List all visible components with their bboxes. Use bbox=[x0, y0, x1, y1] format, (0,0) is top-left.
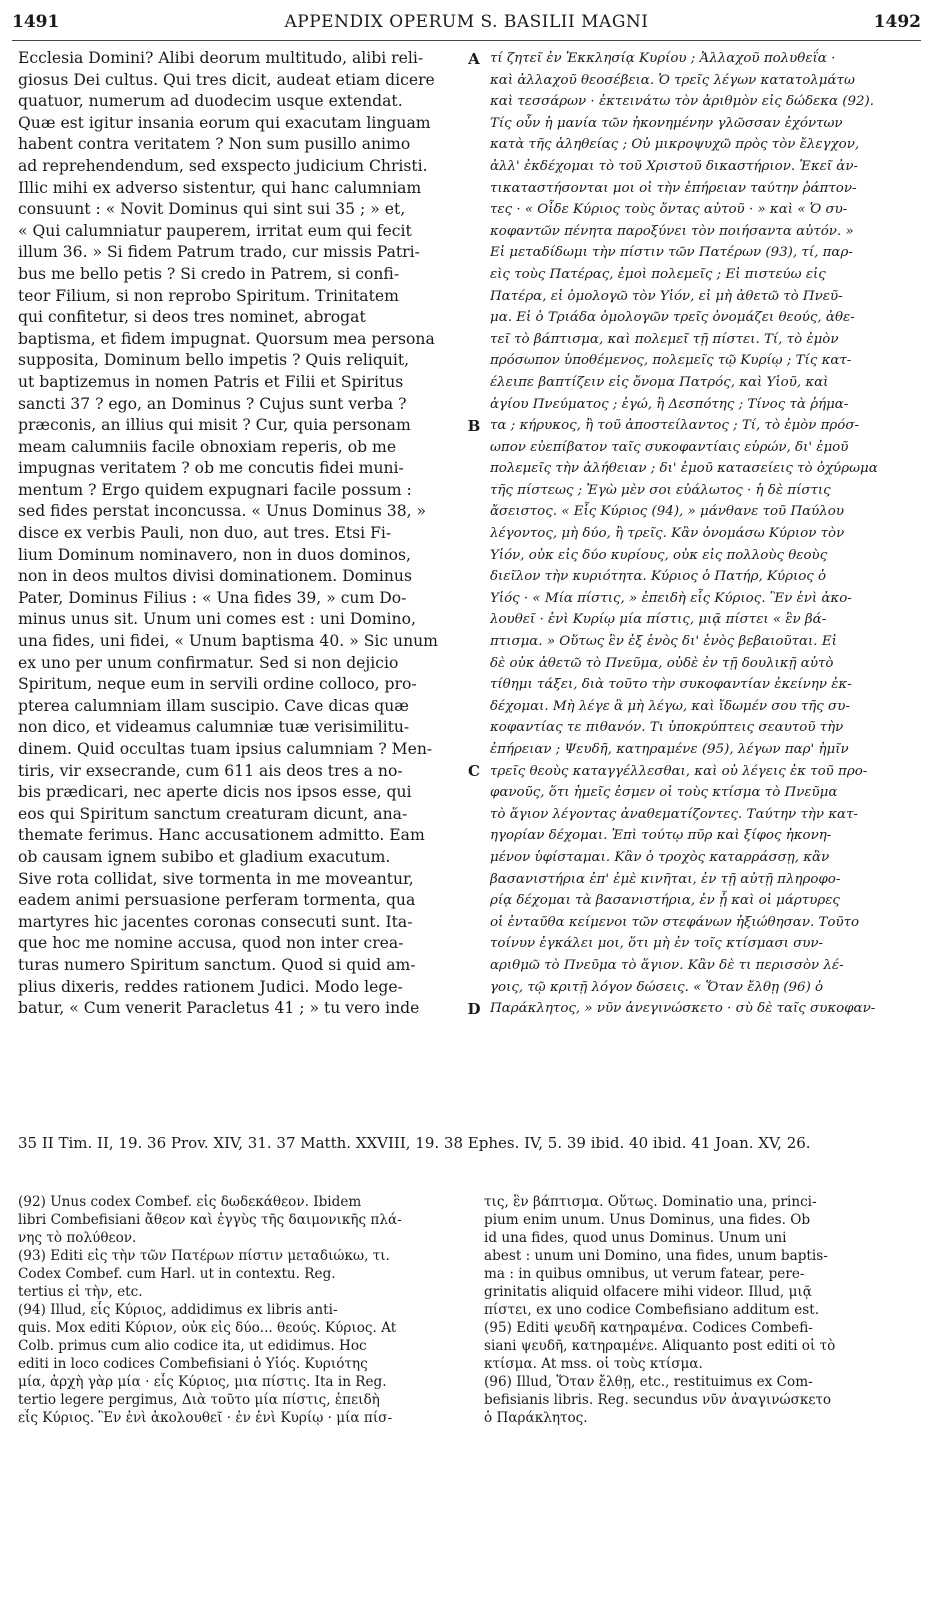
greek-line: καὶ ἀλλαχοῦ θεοσέβεια. Ὁ τρεῖς λέγων κατατολμάτω bbox=[490, 72, 855, 88]
greek-line: πρόσωπον ὑποθέμενος, πολεμεῖς τῷ Κυρίῳ ; Τίς κατ- bbox=[490, 353, 852, 369]
note-line: tertio legere pergimus, Διὰ τοῦτο μία πίστις, ἐπειδὴ bbox=[18, 1392, 380, 1408]
latin-line: dinem. Quid occultas tuam ipsius calumniam ? Men- bbox=[18, 740, 433, 758]
latin-line: supposita, Dominum bello impetis ? Quis reliquit, bbox=[18, 351, 410, 370]
note-line: siani ψευδῆ, κατηραμένε. Aliquanto post editi οἱ τὸ bbox=[484, 1338, 836, 1354]
greek-line: Υἱόν, οὐκ εἰς δύο κυρίους, οὐκ εἰς πολλοὺς θεοὺς bbox=[490, 547, 828, 563]
latin-line: martyres hic jacentes coronas consecuti sunt. Ita- bbox=[18, 912, 413, 931]
latin-line: sed fides perstat inconcussa. « Unus Dominus 38, » bbox=[18, 502, 427, 521]
note-line: grinitatis aliquid olfacere mihi videor. Illud, μιᾷ bbox=[484, 1284, 812, 1300]
running-title: APPENDIX OPERUM S. BASILII MAGNI bbox=[284, 12, 649, 32]
page-number-left: 1491 bbox=[12, 12, 60, 32]
scripture-footnotes bbox=[18, 1133, 910, 1153]
greek-line: δέχομαι. Μὴ λέγε ἃ μὴ λέγω, καὶ ἴδωμέν σου τῆς συ- bbox=[490, 698, 850, 714]
latin-line: « Qui calumniatur pauperem, irritat eum qui fecit bbox=[18, 221, 412, 240]
note-line: (93) Editi εἰς τὴν τῶν Πατέρων πίστιν μεταδιώκω, τι. bbox=[18, 1248, 390, 1264]
note-line: editi in loco codices Combefisiani ὁ Υἱός. Κυριότης bbox=[18, 1356, 368, 1372]
greek-line: δὲ οὐκ ἀθετῶ τὸ Πνεῦμα, οὐδὲ ἐν τῇ δουλικῇ αὐτὸ bbox=[490, 655, 834, 671]
greek-line: τὸ ἅγιον λέγοντας ἀναθεματίζοντες. Ταύτην τὴν κατ- bbox=[490, 806, 859, 822]
greek-line: κοφαντῶν πένητα παροξύνει τὸν ποιήσαντα αὐτόν. » bbox=[490, 223, 854, 239]
latin-line: Ecclesia Domini? Alibi deorum multitudo, alibi reli- bbox=[18, 49, 424, 67]
page-number-right: 1492 bbox=[873, 12, 921, 32]
latin-line: teor Filium, si non reprobo Spiritum. Trinitatem bbox=[18, 286, 399, 305]
latin-line: ob causam ignem subibo et gladium exacutum. bbox=[18, 847, 391, 866]
notes-right-column bbox=[484, 1193, 910, 1427]
greek-line: Εἰ μεταδίδωμι τὴν πίστιν τῶν Πατέρων (93), τί, παρ- bbox=[490, 245, 853, 261]
greek-line: ἐπήρειαν ; Ψευδῆ, κατηραμένε (95), λέγων παρ' ἡμῖν bbox=[490, 742, 849, 757]
latin-line: plius dixeris, reddes rationem Judici. Modo lege- bbox=[18, 977, 403, 996]
note-line: μία, ἀρχὴ γὰρ μία · εἷς Κύριος, μια πίστις. Ita in Reg. bbox=[18, 1374, 387, 1390]
latin-line: batur, « Cum venerit Paracletus 41 ; » tu vero inde bbox=[18, 999, 420, 1018]
margin-letter-c: C bbox=[468, 762, 480, 780]
greek-line: έλειπε βαπτίζειν εἰς ὄνομα Πατρός, καὶ Υἱοῦ, καὶ bbox=[490, 374, 829, 390]
latin-line: Pater, Dominus Filius : « Una fides 39, » cum Do- bbox=[18, 588, 407, 607]
note-line: ma : in quibus omnibus, ut verum fatear, pere- bbox=[484, 1266, 805, 1282]
latin-line: non in deos multos divisi dominationem. Dominus bbox=[18, 567, 412, 586]
greek-column bbox=[490, 48, 910, 1020]
latin-line: meam calumniis facile obnoxiam reperis, ob me bbox=[18, 437, 397, 456]
latin-line: bus me bello petis ? Si credo in Patrem, si confi- bbox=[18, 264, 400, 283]
greek-line: ἁγίου Πνεύματος ; ἐγώ, ἢ Δεσπότης ; Τίνος τὰ ῥήμα- bbox=[490, 396, 849, 412]
greek-line: Τίς οὖν ἡ μανία τῶν ἠκονημένην γλῶσσαν ἐχόντων bbox=[490, 115, 843, 131]
greek-line: Πατέρα, εἰ ὁμολογῶ τὸν Υἱόν, εἰ μὴ ἀθετῶ τὸ Πνεῦ- bbox=[490, 288, 843, 304]
greek-line: βασανιστήρια ἐπ' ἐμὲ κινῆται, ἐν τῇ αὐτῇ πληροφο- bbox=[490, 871, 841, 887]
latin-line: Quæ est igitur insania eorum qui exacutam linguam bbox=[18, 113, 431, 132]
header-rule bbox=[12, 40, 921, 41]
page-header bbox=[12, 12, 921, 36]
latin-line: pterea calumniam illam suscipio. Cave dicas quæ bbox=[18, 696, 409, 715]
note-line: Colb. primus cum alio codice ita, ut edidimus. Hoc bbox=[18, 1338, 367, 1354]
latin-line: turas numero Spiritum sanctum. Quod si quid am- bbox=[18, 955, 416, 974]
greek-line: πτισμα. » Οὕτως ἓν ἐξ ἑνὸς δι' ἑνὸς βεβαιοῦται. Εἰ bbox=[490, 634, 837, 650]
note-line: (92) Unus codex Combef. εἰς δωδεκάθεον. Ibidem bbox=[18, 1194, 362, 1210]
note-line: befisianis libris. Reg. secundus νῦν ἀναγινώσκετο bbox=[484, 1392, 832, 1408]
margin-letter-b: B bbox=[467, 417, 481, 435]
greek-line: ἄσειστος. « Εἷς Κύριος (94), » μάνθανε τοῦ Παύλου bbox=[490, 504, 844, 520]
margin-letter-d: D bbox=[467, 1000, 481, 1018]
margin-letter-a: A bbox=[468, 50, 480, 68]
greek-line: αριθμῶ τὸ Πνεῦμα τὸ ἅγιον. Κἂν δὲ τι περισσὸν λέ- bbox=[490, 957, 844, 973]
latin-line: giosus Dei cultus. Qui tres dicit, audeat etiam dicere bbox=[18, 70, 435, 89]
latin-line: præconis, an illius qui misit ? Cur, quia personam bbox=[18, 416, 411, 435]
greek-line: οἱ ἐνταῦθα κείμενοι τῶν στεφάνων ἠξιώθησαν. Τοῦτο bbox=[490, 914, 860, 930]
greek-line: φανοῦς, ὅτι ἡμεῖς ἐσμεν οἱ τοὺς κτίσμα τὸ Πνεῦμα bbox=[490, 785, 838, 801]
latin-line: illum 36. » Si fidem Patrum trado, cur missis Patri- bbox=[18, 243, 420, 262]
latin-line: mentum ? Ergo quidem expugnari facile possum : bbox=[18, 480, 412, 499]
note-line: πίστει, ex uno codice Combefisiano additum est. bbox=[484, 1302, 820, 1318]
greek-line: τικαταστήσονται μοι οἱ τὴν ἐπήρειαν ταύτην ῥάπτον- bbox=[490, 180, 857, 196]
latin-line: qui confitetur, si deos tres nominet, abrogat bbox=[18, 308, 366, 327]
latin-line: Spiritum, neque eum in servili ordine colloco, pro- bbox=[18, 675, 417, 694]
latin-line: consuunt : « Novit Dominus qui sint sui 35 ; » et, bbox=[18, 200, 406, 219]
note-line: Codex Combef. cum Harl. ut in contextu. Reg. bbox=[18, 1266, 336, 1282]
note-line: abest : unum uni Domino, una fides, unum baptis- bbox=[484, 1248, 828, 1264]
greek-line: Παράκλητος, » νῦν ἀνεγινώσκετο · σὺ δὲ ταῖς συκοφαν- bbox=[490, 1001, 876, 1017]
greek-line: τῆς πίστεως ; Ἐγὼ μὲν σοι εὐάλωτος · ἡ δὲ πίστις bbox=[490, 482, 831, 498]
greek-line: ωπον εὐεπίβατον ταῖς συκοφαντίαις εὑρών, δι' ἐμοῦ bbox=[490, 439, 849, 455]
latin-line: que hoc me nomine accusa, quod non inter crea- bbox=[18, 934, 404, 953]
note-line: libri Combefisiani ἄθεον καὶ ἐγγὺς τῆς δαιμονικῆς πλά- bbox=[18, 1212, 402, 1228]
footnote-text: 35 II Tim. II, 19. 36 Prov. XIV, 31. 37 Matth. XXVIII, 19. 38 Ephes. IV, 5. 39 ibid. 40 ibid. 41 Joan. XV, 26. bbox=[18, 1134, 811, 1152]
latin-line: eadem animi persuasione perferam tormenta, qua bbox=[18, 891, 416, 910]
latin-line: lium Dominum nominavero, non in duos dominos, bbox=[18, 545, 411, 564]
greek-line: τρεῖς θεοὺς καταγγέλλεσθαι, καὶ οὐ λέγεις ἐκ τοῦ προ- bbox=[490, 763, 868, 779]
note-line: (96) Illud, Ὅταν ἔλθῃ, etc., restituimus ex Com- bbox=[484, 1374, 813, 1390]
note-line: tertius εἰ τὴν, etc. bbox=[18, 1284, 143, 1300]
greek-line: πολεμεῖς τὴν ἀλήθειαν ; δι' ἐμοῦ κατασείεις τὸ ὀχύρωμα bbox=[490, 461, 878, 477]
greek-line: τες · « Οἶδε Κύριος τοὺς ὄντας αὐτοῦ · » καὶ « Ὁ συ- bbox=[490, 202, 848, 218]
greek-line: μένον ὑφίσταμαι. Κἂν ὁ τροχὸς καταρράσσῃ, κἂν bbox=[490, 849, 830, 865]
greek-line: καὶ τεσσάρων · ἐκτεινάτω τὸν ἀριθμὸν εἰς δώδεκα (92). bbox=[490, 94, 875, 110]
greek-line: τί ζητεῖ ἐν Ἐκκλησίᾳ Κυρίου ; Ἀλλαχοῦ πολυθεΐα · bbox=[490, 51, 836, 66]
greek-line: τεῖ τὸ βάπτισμα, καὶ πολεμεῖ τῇ πίστει. Τί, τὸ ἐμὸν bbox=[490, 331, 839, 347]
notes-left-column bbox=[18, 1193, 463, 1427]
note-line: τις, ἓν βάπτισμα. Οὕτως. Dominatio una, princi- bbox=[484, 1194, 817, 1210]
greek-line: Υἱός · « Μία πίστις, » ἐπειδὴ εἷς Κύριος. Ἓν ἑνὶ ἀκο- bbox=[490, 590, 852, 606]
latin-column bbox=[18, 48, 470, 1020]
latin-line: eos qui Spiritum sanctum creaturam dicunt, ana- bbox=[18, 804, 408, 823]
greek-line: κοφαντίας τε πιθανόν. Τι ὑποκρύπτεις σεαυτοῦ τὴν bbox=[490, 720, 844, 736]
greek-line: τοίνυν ἐγκάλει μοι, ὅτι μὴ ἐν τοῖς κτίσμασι συν- bbox=[490, 936, 824, 952]
latin-line: una fides, uni fidei, « Unum baptisma 40. » Sic unum bbox=[18, 632, 438, 651]
greek-line: λέγοντος, μὴ δύο, ἢ τρεῖς. Κἂν ὀνομάσω Κύριον τὸν bbox=[490, 526, 845, 542]
latin-line: bis prædicari, nec aperte dicis nos ipsos esse, qui bbox=[18, 783, 412, 802]
latin-line: baptisma, et fidem impugnat. Quorsum mea persona bbox=[18, 329, 435, 348]
note-line: id una fides, quod unus Dominus. Unum uni bbox=[484, 1230, 787, 1246]
latin-line: non dico, et videamus calumniæ tuæ verisimilitu- bbox=[18, 718, 410, 737]
latin-line: minus unus sit. Unum uni comes est : uni Domino, bbox=[18, 610, 416, 629]
latin-line: ad reprehendendum, sed exspecto judicium Christi. bbox=[18, 156, 428, 175]
latin-line: ex uno per unum confirmatur. Sed si non dejicio bbox=[18, 653, 399, 672]
greek-line: τίθημι τάξει, διὰ τοῦτο τὴν συκοφαντίαν ἐκείνην ἐκ- bbox=[490, 677, 852, 693]
greek-line: ρίᾳ δέχομαι τὰ βασανιστήρια, ἐν ᾗ καὶ οἱ μάρτυρες bbox=[490, 893, 840, 909]
greek-line: τα ; κήρυκος, ἢ τοῦ ἀποστείλαντος ; Τί, τὸ ἐμὸν πρόσ- bbox=[490, 418, 860, 434]
latin-line: quatuor, numerum ad duodecim usque extendat. bbox=[18, 92, 403, 111]
greek-line: λουθεῖ · ἑνὶ Κυρίῳ μία πίστις, μιᾷ πίστει « ἓν βά- bbox=[490, 612, 827, 628]
greek-line: διεῖλον τὴν κυριότητα. Κύριος ὁ Πατήρ, Κύριος ὁ bbox=[490, 569, 827, 585]
note-line: νης τὸ πολύθεον. bbox=[18, 1230, 137, 1246]
latin-line: themate ferimus. Hanc accusationem admitto. Eam bbox=[18, 826, 425, 845]
greek-line: ἀλλ' ἐκδέχομαι τὸ τοῦ Χριστοῦ δικαστήριον. Ἐκεῖ ἀν- bbox=[490, 158, 859, 174]
greek-line: κατὰ τῆς ἀληθείας ; Οὐ μικροψυχῶ πρὸς τὸν ἔλεγχον, bbox=[490, 137, 860, 153]
note-line: εἷς Κύριος. Ἓν ἑνὶ ἀκολουθεῖ · ἐν ἑνὶ Κυρίῳ · μία πίσ- bbox=[18, 1410, 393, 1426]
latin-line: habent contra veritatem ? Non sum pusillo animo bbox=[18, 135, 411, 154]
greek-line: μα. Εἰ ὁ Τριάδα ὁμολογῶν τρεῖς ὀνομάζει θεούς, ἀθε- bbox=[490, 310, 855, 326]
note-line: (95) Editi ψευδῆ κατηραμένα. Codices Combefi- bbox=[484, 1320, 813, 1336]
latin-line: impugnas veritatem ? ob me concutis fidei muni- bbox=[18, 459, 404, 478]
latin-line: sancti 37 ? ego, an Dominus ? Cujus sunt verba ? bbox=[18, 394, 407, 413]
latin-line: tiris, vir exsecrande, cum 611 ais deos tres a no- bbox=[18, 761, 403, 780]
note-line: pium enim unum. Unus Dominus, una fides. Ob bbox=[484, 1212, 811, 1228]
note-line: (94) Illud, εἷς Κύριος, addidimus ex libris anti- bbox=[18, 1302, 338, 1318]
note-line: quis. Mox editi Κύριον, οὐκ εἰς δύο... θεούς. Κύριος. At bbox=[18, 1320, 397, 1336]
latin-line: Illic mihi ex adverso sistentur, qui hanc calumniam bbox=[18, 178, 422, 197]
latin-line: disce ex verbis Pauli, non duo, aut tres. Etsi Fi- bbox=[18, 524, 392, 543]
latin-line: Sive rota collidat, sive tormenta in me moveantur, bbox=[18, 869, 414, 888]
greek-line: γοις, τῷ κριτῇ λόγον δώσεις. « Ὅταν ἔλθῃ (96) ὁ bbox=[490, 979, 824, 995]
greek-line: ηγορίαν δέχομαι. Ἐπὶ τούτῳ πῦρ καὶ ξίφος ἠκονη- bbox=[490, 828, 832, 844]
note-line: ὁ Παράκλητος. bbox=[484, 1410, 588, 1426]
greek-line: εὶς τοὺς Πατέρας, ἐμοὶ πολεμεῖς ; Εἰ πιστεύω εἰς bbox=[490, 266, 826, 282]
note-line: κτίσμα. At mss. οἱ τοὺς κτίσμα. bbox=[484, 1356, 703, 1372]
latin-line: ut baptizemus in nomen Patris et Filii et Spiritus bbox=[18, 372, 404, 391]
